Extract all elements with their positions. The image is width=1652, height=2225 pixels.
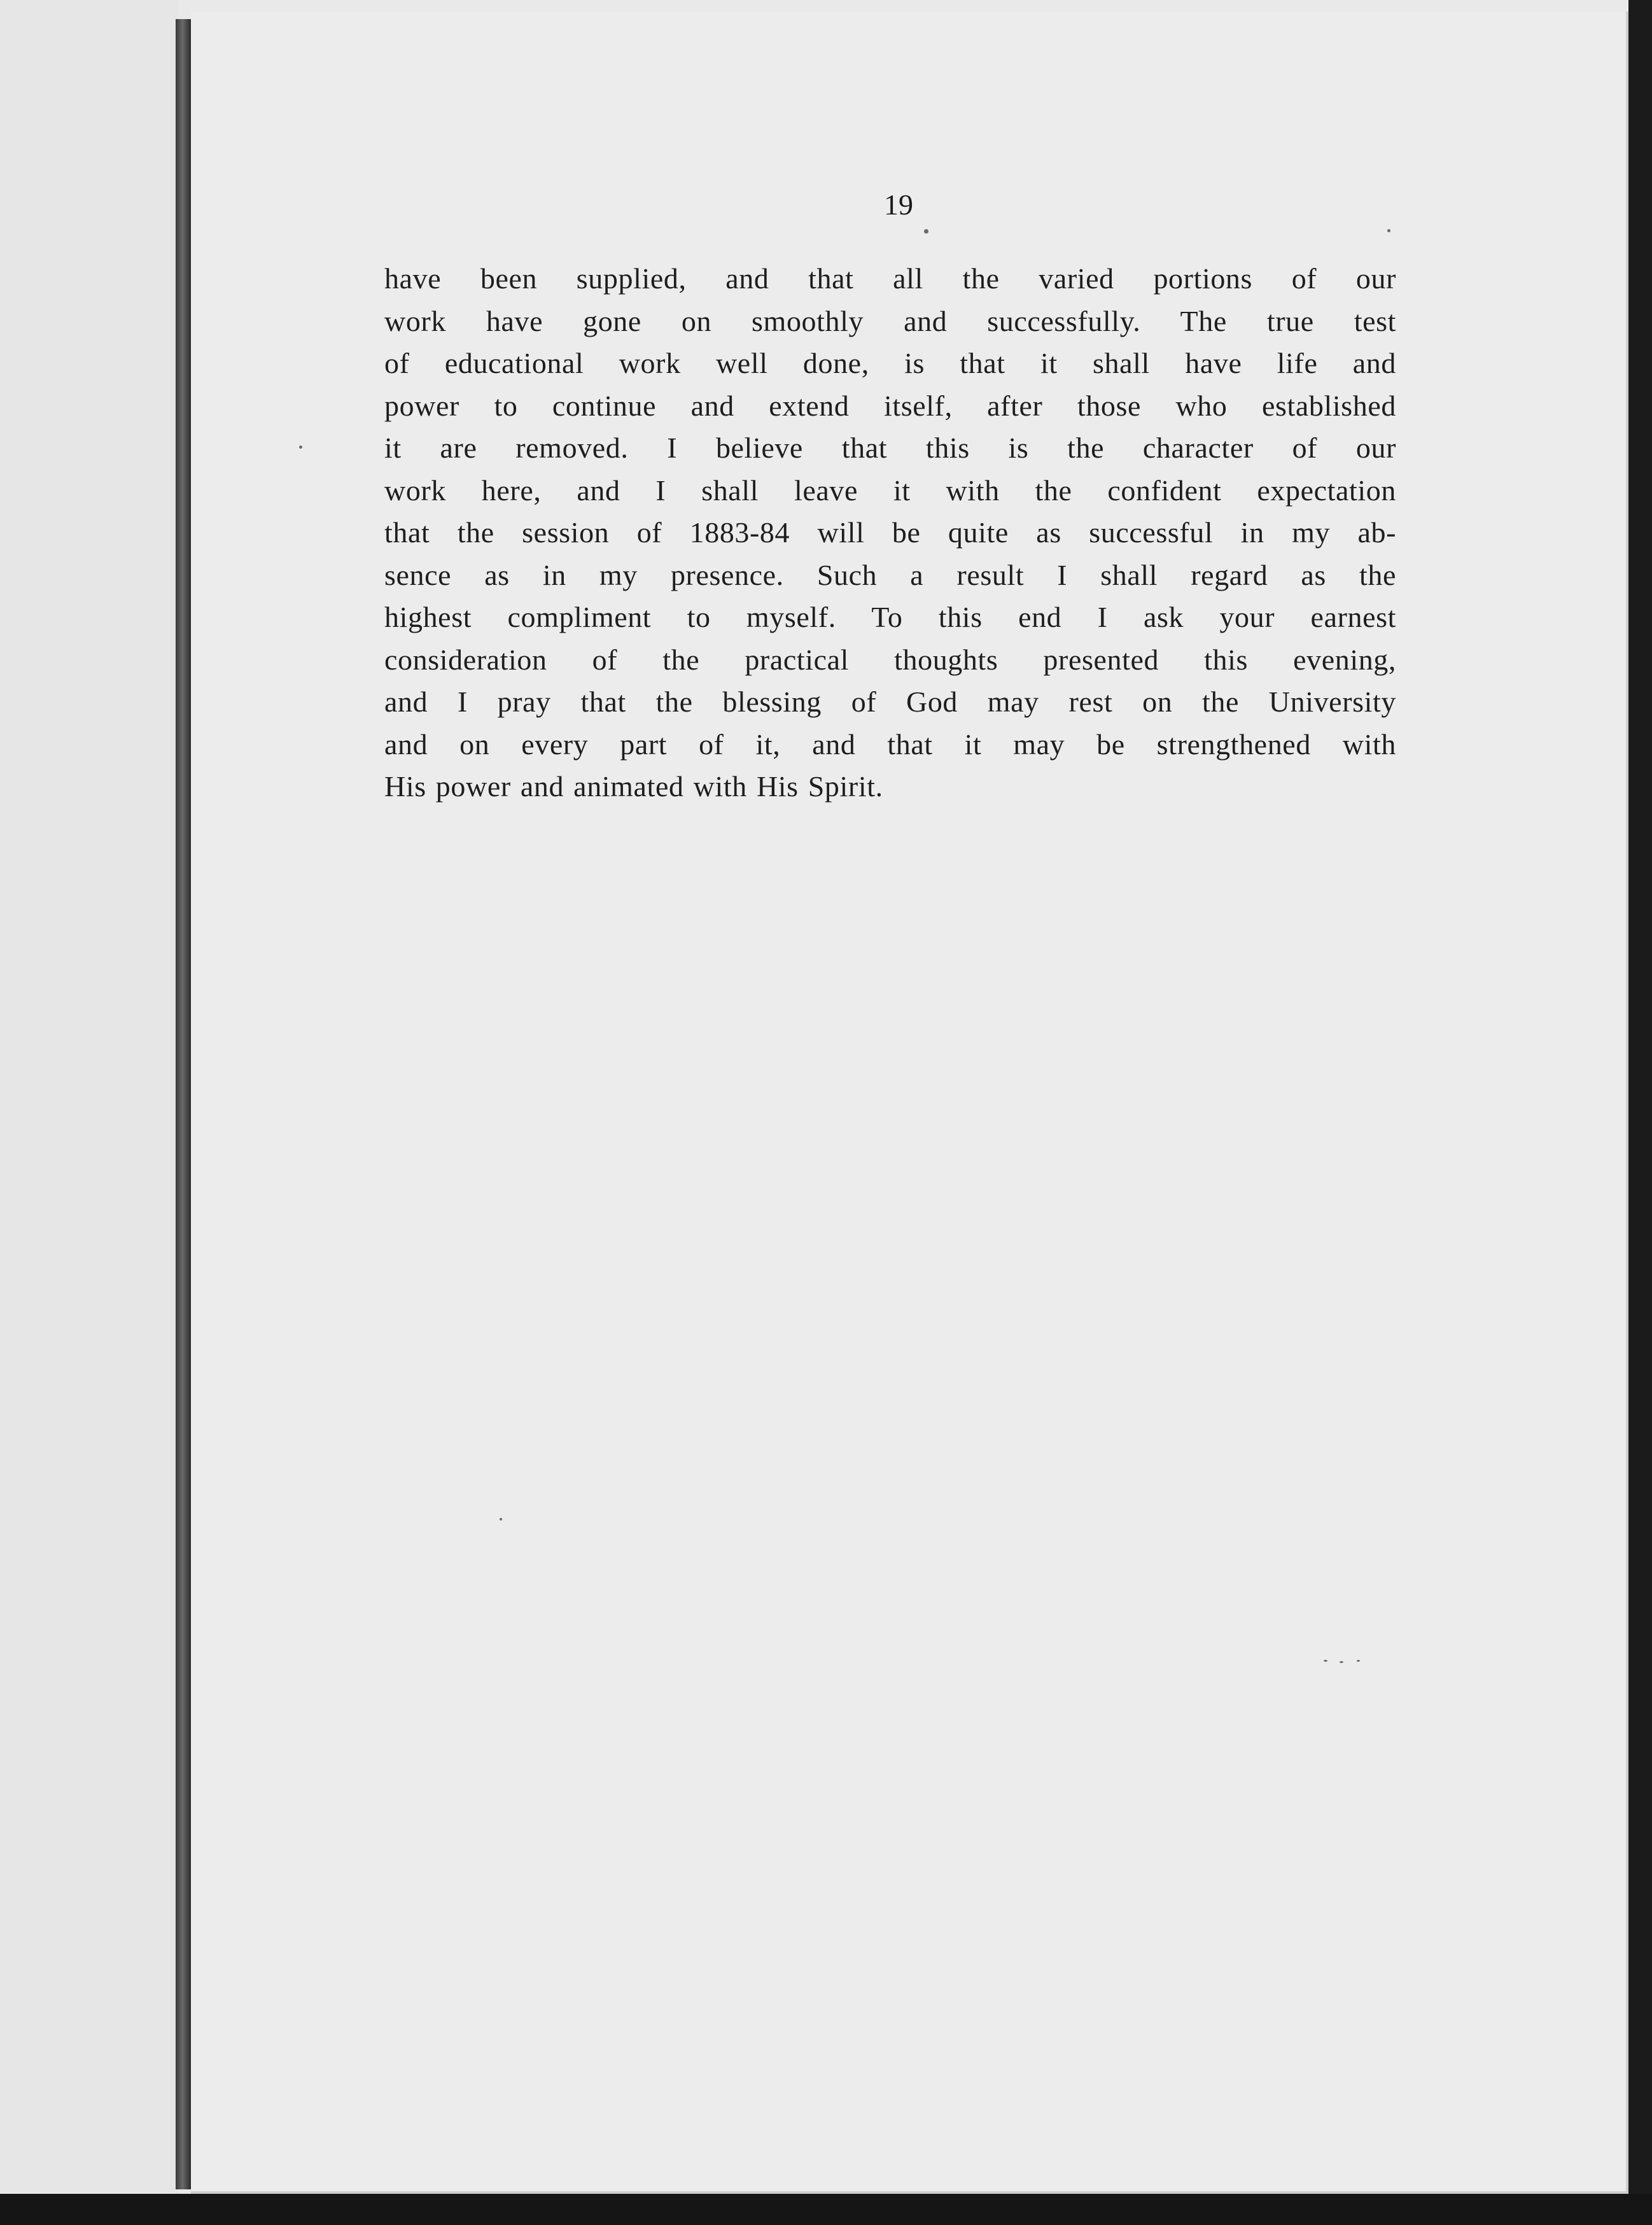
- facing-page-margin: [0, 0, 178, 2225]
- text-line: sence as in my presence. Such a result I shall regard as the: [384, 558, 1396, 591]
- paper-speck: [924, 229, 928, 234]
- paper-speck: [1340, 1661, 1343, 1663]
- text-line: His power and animated with His Spirit.: [384, 770, 883, 803]
- paper-speck: [1357, 1660, 1360, 1662]
- text-line: power to continue and extend itself, after those who established: [384, 389, 1396, 422]
- text-line: of educational work well done, is that it shall have life and: [384, 347, 1396, 379]
- page-number: 19: [884, 188, 913, 221]
- scan-border-right: [1628, 0, 1652, 2225]
- paper-speck: [500, 1518, 502, 1520]
- text-line: and on every part of it, and that it may be strengthened with: [384, 727, 1396, 761]
- scan-border-bottom: [0, 2194, 1652, 2225]
- paper-speck: [1387, 229, 1390, 232]
- paper-speck: [1324, 1660, 1327, 1662]
- text-line: work here, and I shall leave it with the confident expectation: [384, 474, 1396, 507]
- text-line: work have gone on smoothly and successfully. The true test: [384, 304, 1396, 337]
- text-line: highest compliment to myself. To this end I ask your earnest: [384, 601, 1396, 633]
- text-line: consideration of the practical thoughts presented this evening,: [384, 643, 1396, 676]
- body-paragraph: [384, 258, 1396, 808]
- text-line: that the session of 1883-84 will be quite as successful in my ab-: [384, 516, 1396, 549]
- book-binding-edge: [176, 19, 191, 2189]
- text-line: have been supplied, and that all the varied portions of our: [384, 262, 1396, 295]
- text-line: and I pray that the blessing of God may rest on the University: [384, 685, 1396, 718]
- paper-speck: [299, 446, 302, 449]
- text-line: it are removed. I believe that this is the character of our: [384, 432, 1396, 464]
